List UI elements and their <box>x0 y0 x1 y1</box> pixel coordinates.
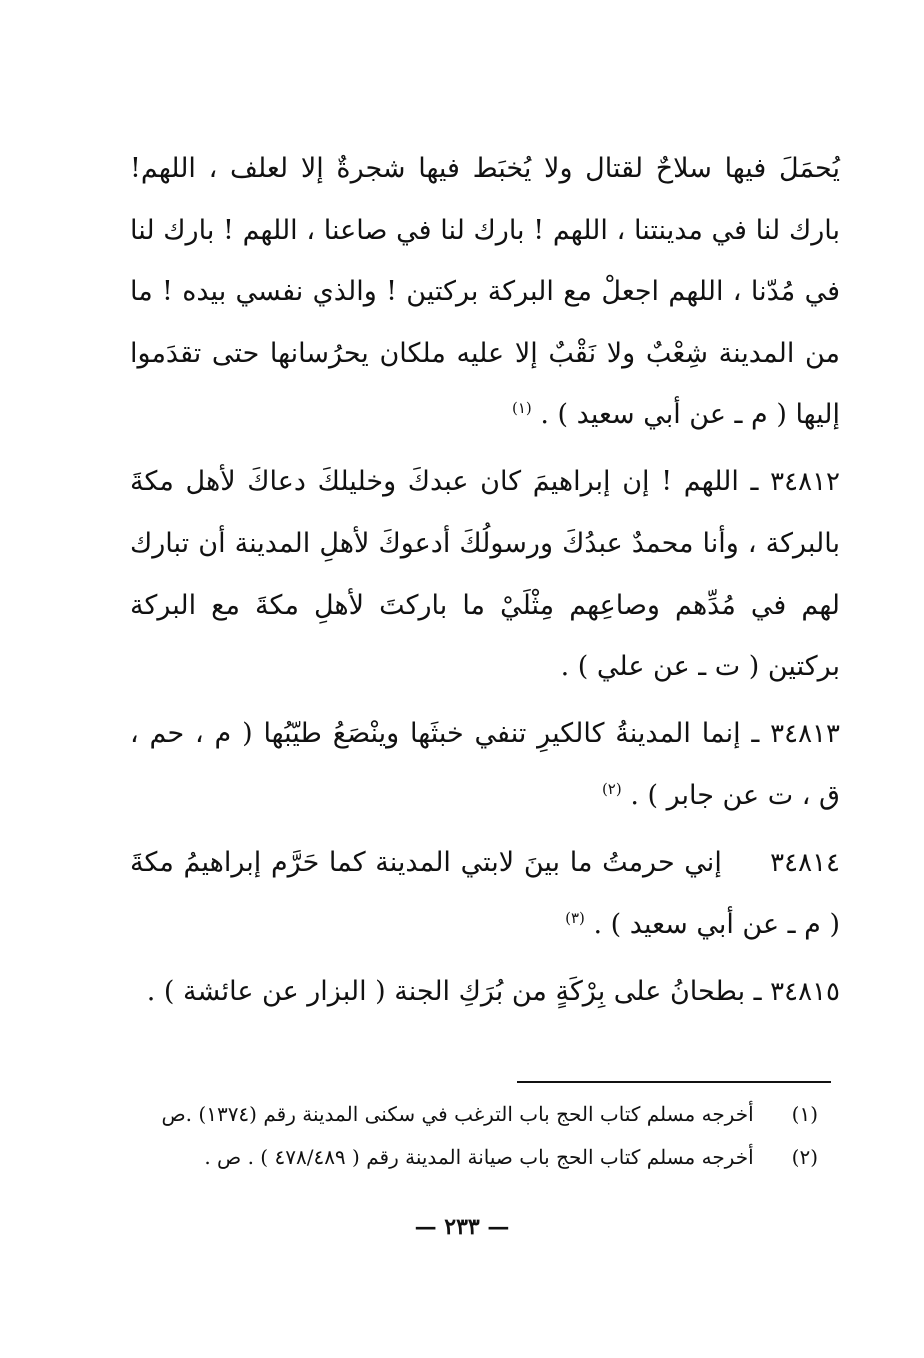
hadith-paragraph <box>130 832 840 956</box>
footnotes <box>160 1093 818 1179</box>
hadith-text: يُحمَلَ فيها سلاحٌ لقتال ولا يُخبَط فيها شجرةٌ إلا لعلف ، اللهم! بارك لنا في مدينتنا ، اللهم ! بارك لنا في صاعنا ، اللهم ! بارك لنا في مُدّنا ، اللهم اجعلْ مع البركة بركتين ! والذي نفسي بيده ! ما من المدينة شِعْبٌ ولا نَقْبٌ إلا عليه ملكان يحرُسانها حتى تقدَموا إليها ( م ـ عن أبي سعيد ) . <box>130 153 840 430</box>
hadith-paragraph <box>130 961 840 1024</box>
hadith-number: ٣٤٨١٣ <box>770 718 840 749</box>
footnote-reference: (٣) <box>565 909 585 927</box>
hadith-text: ـ إنما المدينةُ كالكيرِ تنفي خبثَها وينْصَعُ طيّبُها ( م ، حم ، ق ، ت عن جابر ) . <box>130 717 840 811</box>
hadith-text: ـ بطحانُ على بِرْكَةٍ من بُرَكِ الجنة ( البزار عن عائشة ) . <box>146 975 762 1007</box>
footnote-divider <box>517 1081 831 1083</box>
hadith-text: ـ اللهم ! إن إبراهيمَ كان عبدكَ وخليلكَ دعاكَ لأهل مكةَ بالبركة ، وأنا محمدٌ عبدُكَ ورسولُكَ أدعوكَ لأهلِ المدينة أن تبارك لهم في مُدِّهم وصاعِهم مِثْلَيْ ما باركتَ لأهلِ مكةَ مع البركة بركتين ( ت ـ عن علي ) . <box>130 465 840 682</box>
hadith-number: ٣٤٨١٥ <box>770 976 840 1007</box>
hadith-number: ٣٤٨١٢ <box>770 466 840 497</box>
footnote-text: أخرجه مسلم كتاب الحج باب صيانة المدينة رقم ( ٤٧٨/٤٨٩ ) . ص . <box>204 1145 754 1169</box>
footnote-marker: (١) <box>791 1102 818 1126</box>
footnote-text: أخرجه مسلم كتاب الحج باب الترغب في سكنى المدينة رقم (١٣٧٤) .ص <box>161 1102 754 1126</box>
footnote-item <box>160 1093 818 1136</box>
page-number: — ٢٣٣ — <box>414 1214 510 1240</box>
footnote-item <box>160 1136 818 1179</box>
main-text <box>130 138 840 1023</box>
hadith-paragraph <box>130 703 840 827</box>
hadith-number: ٣٤٨١٤ <box>770 847 840 878</box>
hadith-paragraph <box>130 138 840 446</box>
footnote-marker: (٢) <box>791 1145 818 1169</box>
hadith-text: إني حرمتُ ما بينَ لابتي المدينة كما حَرَّم إبراهيمُ مكةَ ( م ـ عن أبي سعيد ) . <box>130 846 840 940</box>
footnote-reference: (٢) <box>601 780 622 798</box>
footnote-reference: (١) <box>511 399 532 417</box>
hadith-paragraph <box>130 451 840 698</box>
